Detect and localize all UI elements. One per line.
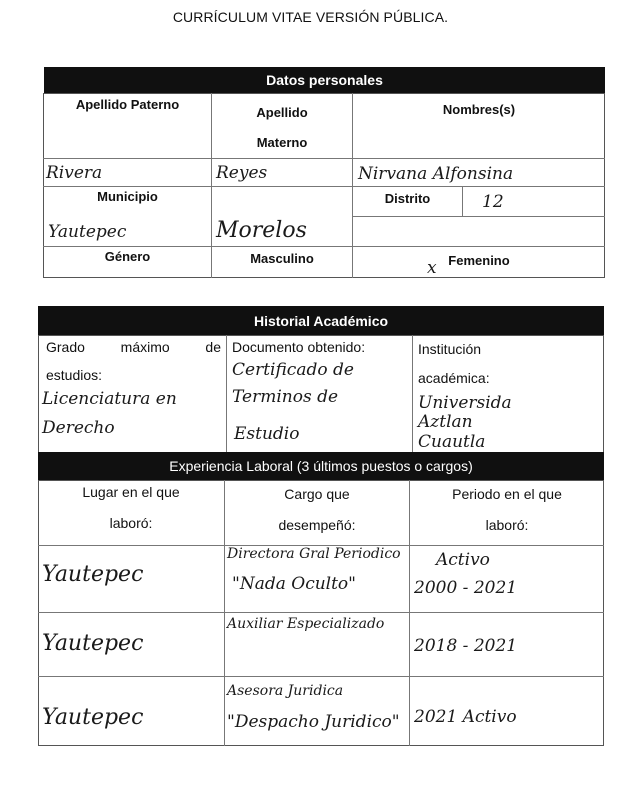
label-femenino: Femenino — [448, 253, 510, 268]
academic-header: Historial Académico — [38, 306, 604, 336]
label-grado-line1: Grado máximo de — [46, 339, 221, 355]
label-cargo-line1: Cargo que — [284, 486, 350, 502]
value-grado-line1: Licenciatura en — [42, 389, 177, 409]
label-lugar-line1: Lugar en el que — [82, 484, 180, 500]
exp-row1-periodo-line1: Activo — [436, 550, 490, 570]
divider — [352, 93, 353, 278]
label-apellido-materno-line2: Materno — [256, 135, 308, 150]
divider — [43, 186, 605, 187]
label-apellido-paterno: Apellido Paterno — [75, 97, 180, 112]
divider — [43, 158, 605, 159]
value-institucion-line1: Universida — [418, 393, 512, 413]
value-institucion-line3: Cuautla — [418, 432, 486, 452]
value-distrito: 12 — [482, 192, 504, 212]
divider — [43, 246, 605, 247]
label-periodo-line2: laboró: — [485, 517, 529, 533]
value-documento-line2: Terminos de — [232, 387, 339, 407]
exp-row3-cargo-line1: Asesora Juridica — [227, 683, 344, 699]
label-apellido-materno — [212, 98, 352, 158]
exp-row2-cargo-line1: Auxiliar Especializado — [227, 616, 385, 632]
label-documento: Documento obtenido: — [232, 339, 366, 355]
value-apellido-materno: Reyes — [216, 163, 268, 183]
label-grado-line2: estudios: — [46, 367, 103, 383]
value-institucion-line2: Aztlan — [418, 412, 473, 432]
label-distrito: Distrito — [384, 191, 431, 206]
label-apellido-materno-line1: Apellido — [256, 105, 308, 120]
label-municipio: Municipio — [97, 189, 158, 204]
label-periodo-line1: Periodo en el que — [452, 486, 562, 502]
experience-header: Experiencia Laboral (3 últimos puestos o cargos) — [38, 452, 604, 481]
divider — [352, 216, 605, 217]
label-institucion-line1: Institución — [418, 341, 482, 357]
label-genero: Género — [104, 249, 151, 264]
academic-section — [0, 300, 621, 770]
value-apellido-paterno: Rivera — [46, 163, 103, 183]
label-masculino: Masculino — [250, 251, 314, 266]
divider — [38, 612, 604, 613]
value-documento-line3: Estudio — [234, 424, 300, 444]
value-grado-line2: Derecho — [42, 418, 115, 438]
divider — [38, 676, 604, 677]
exp-row1-cargo-line1: Directora Gral Periodico — [227, 546, 401, 562]
page-title: CURRÍCULUM VITAE VERSIÓN PÚBLICA. — [172, 9, 449, 25]
exp-row3-lugar: Yautepec — [42, 705, 144, 730]
exp-row2-lugar: Yautepec — [42, 631, 144, 656]
label-nombres: Nombres(s) — [442, 102, 516, 117]
value-nombres: Nirvana Alfonsina — [358, 164, 514, 184]
divider — [226, 335, 227, 453]
label-lugar-line2: laboró: — [109, 515, 153, 531]
label-institucion-line2: académica: — [418, 370, 490, 386]
exp-row1-lugar: Yautepec — [42, 562, 144, 587]
divider — [412, 335, 413, 453]
exp-row1-cargo-line2: "Nada Oculto" — [232, 574, 356, 594]
exp-row3-periodo-line1: 2021 Activo — [414, 707, 517, 727]
exp-row2-periodo-line1: 2018 - 2021 — [414, 636, 518, 656]
value-municipio: Yautepec — [48, 222, 127, 242]
exp-row1-periodo-line2: 2000 - 2021 — [414, 578, 518, 598]
personal-data-header: Datos personales — [44, 67, 605, 94]
exp-row3-cargo-line2: "Despacho Juridico" — [227, 712, 400, 732]
divider — [462, 186, 463, 216]
personal-data-section — [0, 0, 621, 290]
label-cargo-line2: desempeñó: — [278, 517, 356, 533]
value-estado: Morelos — [216, 218, 307, 243]
value-documento-line1: Certificado de — [232, 360, 354, 380]
femenino-mark: x — [427, 258, 437, 278]
